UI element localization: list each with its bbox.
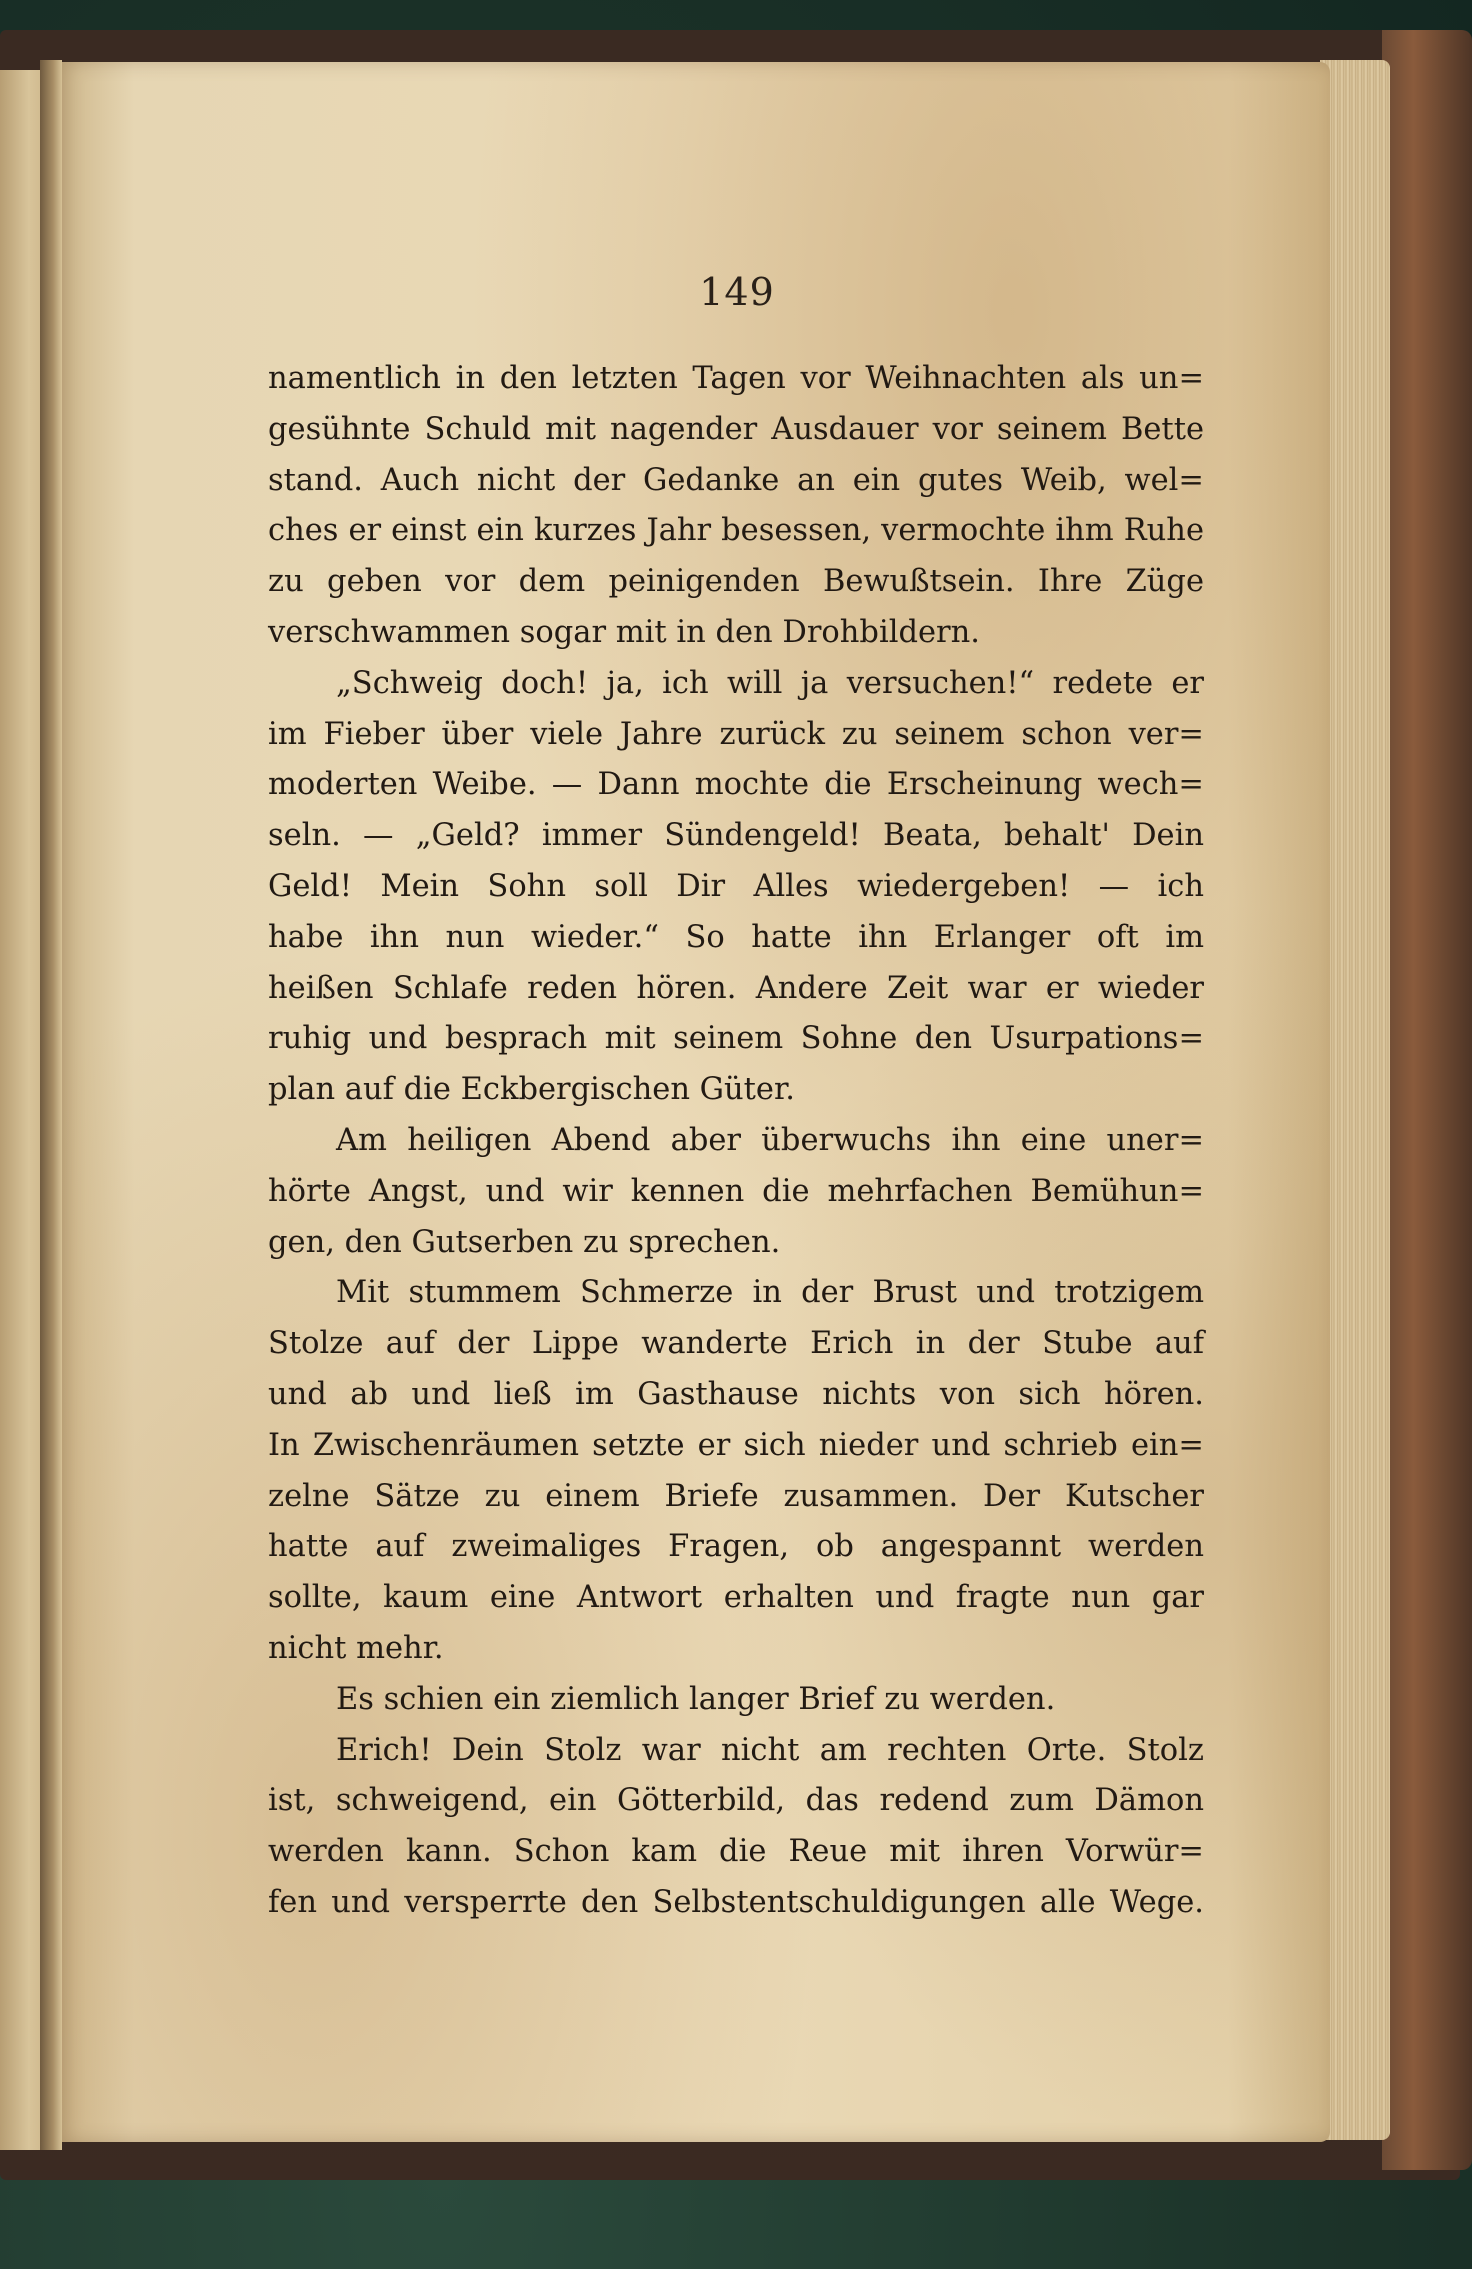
text-line: gen, den Gutserben zu sprechen. xyxy=(268,1224,781,1260)
text-line: fen und versperrte den Selbstentschuldigungen alle Wege. xyxy=(268,1884,1204,1920)
text-line: Am heiligen Abend aber überwuchs ihn eine uner= xyxy=(336,1122,1204,1158)
text-line: Es schien ein ziemlich langer Brief zu werden. xyxy=(336,1681,1056,1717)
text-line: Stolze auf der Lippe wanderte Erich in der Stube auf xyxy=(268,1326,1204,1362)
text-line: plan auf die Eckbergischen Güter. xyxy=(268,1072,795,1108)
text-line: und ab und ließ im Gasthause nichts von sich hören. xyxy=(268,1376,1204,1412)
page-stack-edges xyxy=(1320,60,1390,2140)
text-line: Mit stummem Schmerze in der Brust und trotzigem xyxy=(336,1275,1204,1311)
text-line: In Zwischenräumen setzte er sich nieder und schrieb ein= xyxy=(268,1427,1204,1463)
text-line: seln. — „Geld? immer Sündengeld! Beata, behalt' Dein xyxy=(268,818,1204,854)
text-line: „Schweig doch! ja, ich will ja versuchen!“ redete er xyxy=(336,665,1204,701)
text-line: werden kann. Schon kam die Reue mit ihren Vorwür= xyxy=(268,1834,1204,1870)
text-line: verschwammen sogar mit in den Drohbildern. xyxy=(268,614,980,650)
text-line: Erich! Dein Stolz war nicht am rechten Orte. Stolz xyxy=(336,1732,1204,1768)
text-line: sollte, kaum eine Antwort erhalten und fragte nun gar xyxy=(268,1580,1204,1616)
page-text xyxy=(268,354,1204,1929)
text-line: hörte Angst, und wir kennen die mehrfachen Bemühun= xyxy=(268,1173,1204,1209)
text-line: gesühnte Schuld mit nagender Ausdauer vor seinem Bette xyxy=(268,411,1204,447)
text-line: namentlich in den letzten Tagen vor Weihnachten als un= xyxy=(268,361,1204,396)
page-number: 149 xyxy=(699,270,775,314)
book-cover-edge xyxy=(1382,30,1472,2170)
text-line: hatte auf zweimaliges Fragen, ob angespannt werden xyxy=(268,1529,1204,1565)
text-line: Geld! Mein Sohn soll Dir Alles wiedergeben! — ich xyxy=(268,868,1204,904)
text-line: ruhig und besprach mit seinem Sohne den Usurpations= xyxy=(268,1021,1204,1057)
text-line: habe ihn nun wieder.“ So hatte ihn Erlanger oft im xyxy=(268,919,1204,955)
text-line: im Fieber über viele Jahre zurück zu seinem schon ver= xyxy=(268,716,1204,752)
text-line: zelne Sätze zu einem Briefe zusammen. Der Kutscher xyxy=(268,1478,1204,1514)
text-line: stand. Auch nicht der Gedanke an ein gutes Weib, wel= xyxy=(268,462,1204,498)
text-line: zu geben vor dem peinigenden Bewußtsein. Ihre Züge xyxy=(268,564,1204,600)
book-gutter xyxy=(40,60,62,2150)
text-line: ist, schweigend, ein Götterbild, das redend zum Dämon xyxy=(268,1783,1204,1819)
text-line: heißen Schlafe reden hören. Andere Zeit war er wieder xyxy=(268,970,1204,1006)
text-line: nicht mehr. xyxy=(268,1630,444,1666)
text-line: moderten Weibe. — Dann mochte die Erscheinung wech= xyxy=(268,767,1204,803)
text-line: ches er einst ein kurzes Jahr besessen, vermochte ihm Ruhe xyxy=(268,513,1204,549)
book-page xyxy=(58,62,1330,2142)
